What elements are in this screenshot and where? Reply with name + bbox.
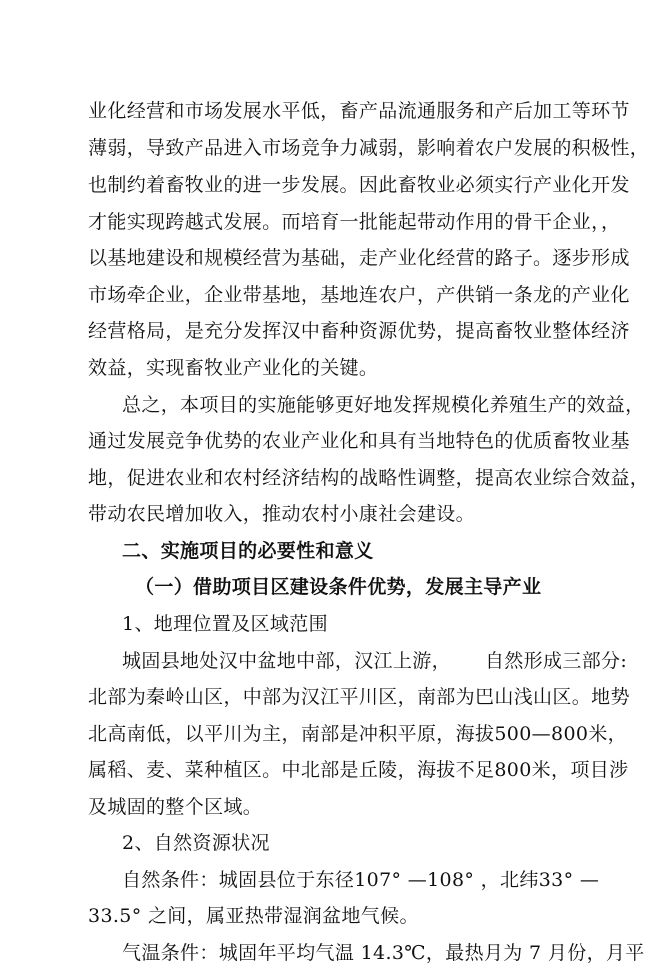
paragraph-line: 业化经营和市场发展水平低，畜产品流通服务和产后加工等环节: [88, 100, 630, 122]
paragraph-line: 自然条件：城固县位于东径107° —108° ，北纬33° —: [122, 869, 600, 891]
paragraph-line: 总之，本项目的实施能够更好地发挥规模化养殖生产的效益，: [122, 394, 645, 416]
paragraph-line: 薄弱，导致产品进入市场竞争力减弱，影响着农户发展的积极性，: [88, 137, 650, 159]
paragraph-line: 市场牵企业，企业带基地，基地连农户，产供销一条龙的产业化: [88, 284, 630, 306]
paragraph-line: 经营格局，是充分发挥汉中畜种资源优势，提高畜牧业整体经济: [88, 320, 630, 342]
paragraph-line: 才能实现跨越式发展。而培育一批能起带动作用的骨干企业，，: [88, 211, 621, 233]
paragraph-line: 通过发展竞争优势的农业产业化和具有当地特色的优质畜牧业基: [88, 430, 630, 452]
item-heading: 1、地理位置及区域范围: [122, 613, 328, 635]
paragraph-line: 也制约着畜牧业的进一步发展。因此畜牧业必须实行产业化开发: [88, 174, 630, 196]
subsection-heading: （一）借助项目区建设条件优势，发展主导产业: [135, 576, 542, 598]
paragraph-line: 北部为秦岭山区，中部为汉江平川区，南部为巴山浅山区。地势: [88, 686, 630, 708]
geo-text-part-a: 城固县地处汉中盆地中部，汉江上游，: [122, 650, 451, 672]
item-heading: 2、自然资源状况: [122, 832, 270, 854]
section-heading: 二、实施项目的必要性和意义: [122, 540, 374, 562]
paragraph-line: 33.5° 之间，属亚热带湿润盆地气候。: [88, 905, 419, 927]
paragraph-line: 气温条件：城固年平均气温 14.3℃，最热月为 7 月份，月平: [122, 942, 645, 964]
paragraph-line: 及城固的整个区域。: [88, 796, 263, 818]
paragraph-line: 地，促进农业和农村经济结构的战略性调整，提高农业综合效益，: [88, 467, 650, 489]
paragraph-line: [0, 646, 662, 676]
paragraph-line: 属稻、麦、菜种植区。中北部是丘陵，海拔不足800米，项目涉: [88, 759, 629, 781]
paragraph-line: 带动农民增加收入，推动农村小康社会建设。: [88, 503, 476, 525]
geo-text-part-b: 自然形成三部分:: [484, 650, 628, 672]
paragraph-line: 北高南低，以平川为主，南部是冲积平原，海拔500—800米，: [88, 723, 628, 745]
paragraph-line: 效益，实现畜牧业产业化的关键。: [88, 357, 379, 379]
paragraph-line: 以基地建设和规模经营为基础，走产业化经营的路子。逐步形成: [88, 247, 630, 269]
